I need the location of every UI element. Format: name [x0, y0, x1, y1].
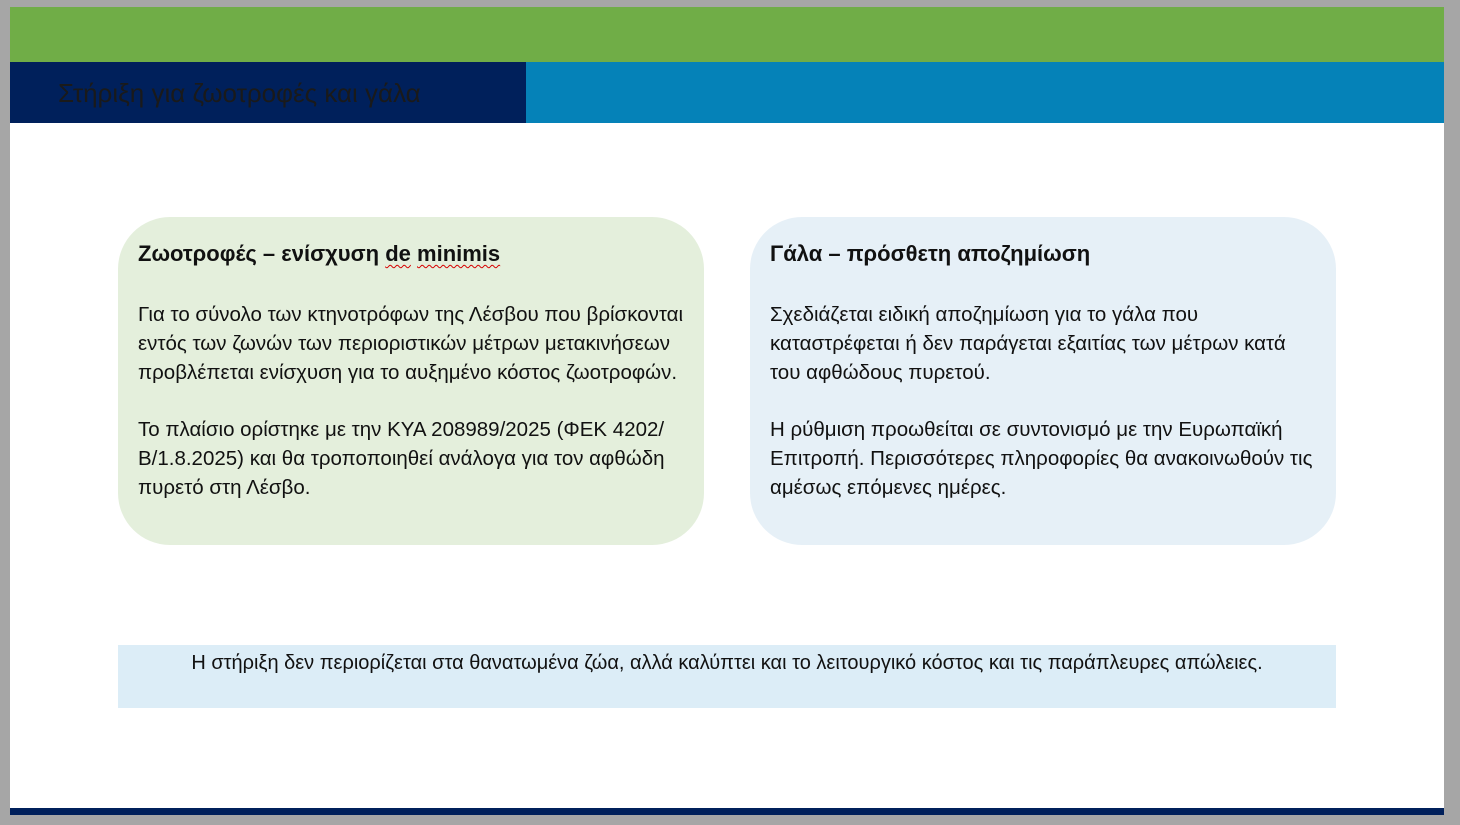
title-block — [10, 62, 526, 123]
card-paragraph: Για το σύνολο των κτηνοτρόφων της Λέσβου που βρίσκονται εντός των ζωνών των περιοριστικών μέτρων μετακινήσεων προβλέπεται ενίσχυση για το αυξημένο κόστος ζωοτροφών. — [138, 303, 684, 384]
top-green-band — [10, 7, 1444, 62]
spellcheck-flagged-word: de — [385, 241, 411, 266]
card-milk-compensation[interactable] — [750, 217, 1336, 545]
card-paragraph: Το πλαίσιο ορίστηκε με την ΚΥΑ 208989/2025 (ΦΕΚ 4202/Β/1.8.2025) και θα τροποποιηθεί ανάλογα για τον αφθώδη πυρετό στη Λέσβο. — [138, 418, 665, 499]
card-heading — [138, 240, 684, 268]
card-paragraph: Σχεδιάζεται ειδική αποζημίωση για το γάλα που καταστρέφεται ή δεν παράγεται εξαιτίας των μέτρων κατά του αφθώδους πυρετού. — [770, 303, 1286, 384]
card-feed-support[interactable] — [118, 217, 704, 545]
slide — [10, 7, 1444, 815]
card-heading: Γάλα – πρόσθετη αποζημίωση — [770, 241, 1091, 266]
title-bar — [10, 62, 1444, 123]
bottom-navy-line — [10, 808, 1444, 815]
slide-title[interactable]: Στήριξη για ζωοτροφές και γάλα — [58, 78, 421, 108]
card-paragraph: Η ρύθμιση προωθείται σε συντονισμό με την Ευρωπαϊκή Επιτροπή. Περισσότερες πληροφορίες θα ανακοινωθούν τις αμέσως επόμενες ημέρες. — [770, 418, 1313, 499]
spellcheck-flagged-word: minimis — [417, 241, 501, 266]
card-heading-prefix: Ζωοτροφές – ενίσχυση — [138, 241, 386, 266]
summary-note[interactable]: Η στήριξη δεν περιορίζεται στα θανατωμένα ζώα, αλλά καλύπτει και το λειτουργικό κόστος και τις παράπλευρες απώλειες. — [118, 645, 1336, 708]
